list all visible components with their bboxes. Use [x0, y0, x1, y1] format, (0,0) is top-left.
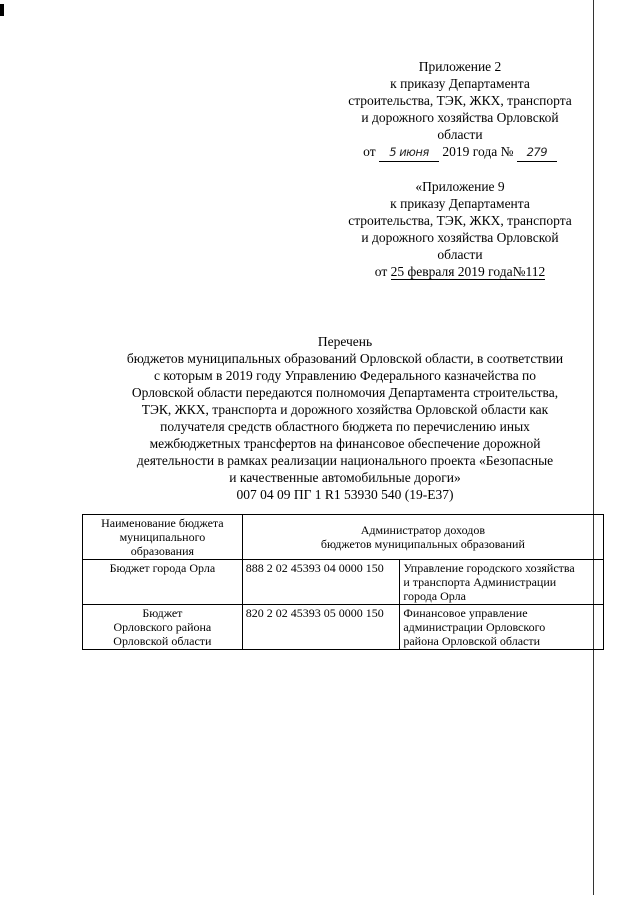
- handwritten-number: 279: [517, 144, 557, 162]
- cell-text: района Орловской области: [403, 634, 541, 648]
- header-text: Наименование бюджета: [101, 516, 224, 530]
- cell-text: Орловского района: [113, 620, 212, 634]
- cell-text: и транспорта Администрации: [403, 575, 557, 589]
- scan-margin-line: [593, 0, 594, 895]
- title-line: с которым в 2019 году Управлению Федерального казначейства по: [153, 368, 537, 383]
- header-text: образования: [130, 544, 195, 558]
- appendix-line: области: [437, 247, 483, 262]
- cell-text: города Орла: [403, 589, 466, 603]
- title-line: получателя средств областного бюджета по перечислению иных: [160, 419, 530, 434]
- header-budget-name: [83, 515, 243, 560]
- appendix-line: и дорожного хозяйства Орловской: [361, 230, 559, 245]
- table-header-row: [83, 515, 604, 560]
- header-text: муниципального: [119, 530, 206, 544]
- date-prefix: от: [374, 264, 388, 279]
- title-line: межбюджетных трансфертов на финансовое обеспечение дорожной: [149, 436, 541, 451]
- cell-administrator: [400, 605, 604, 650]
- cell-administrator: [400, 560, 604, 605]
- date-text: 25 февраля 2019 года: [390, 264, 513, 279]
- table-row: [83, 560, 604, 605]
- title-line: ТЭК, ЖКХ, транспорта и дорожного хозяйства Орловской области как: [141, 402, 549, 417]
- handwritten-date: 5 июня: [379, 144, 439, 162]
- cell-text: Управление городского хозяйства: [403, 561, 575, 575]
- header-text: бюджетов муниципальных образований: [320, 537, 525, 551]
- cell-budget-name: [83, 560, 243, 605]
- appendix-date-line: [340, 143, 580, 162]
- appendix-9-header: [340, 178, 580, 280]
- scan-edge-mark: [0, 4, 4, 16]
- cell-text: Бюджет города Орла: [109, 561, 216, 575]
- appendix-line: строительства, ТЭК, ЖКХ, транспорта: [348, 93, 572, 108]
- appendix-2-header: [340, 58, 580, 162]
- appendix-line: к приказу Департамента: [390, 196, 530, 211]
- appendix-line: строительства, ТЭК, ЖКХ, транспорта: [348, 213, 572, 228]
- appendix-line: области: [437, 127, 483, 142]
- title-line: деятельности в рамках реализации национального проекта «Безопасные: [136, 453, 554, 468]
- appendix-line: и дорожного хозяйства Орловской: [361, 110, 559, 125]
- cell-kbk-code: 820 2 02 45393 05 0000 150: [242, 605, 400, 650]
- title-heading: Перечень: [317, 334, 373, 349]
- appendix-line: «Приложение 9: [415, 179, 505, 194]
- cell-text: администрации Орловского: [403, 620, 546, 634]
- budget-code: 007 04 09 ПГ 1 R1 53930 540 (19-Е37): [236, 487, 454, 502]
- cell-text: Бюджет: [142, 606, 183, 620]
- appendix-line: Приложение 2: [418, 59, 502, 74]
- title-line: бюджетов муниципальных образований Орловской области, в соответствии: [126, 351, 564, 366]
- date-prefix: от: [363, 144, 376, 159]
- header-revenue-admin: [242, 515, 603, 560]
- cell-text: Финансовое управление: [403, 606, 528, 620]
- document-title: [100, 333, 590, 503]
- title-line: и качественные автомобильные дороги»: [229, 470, 461, 485]
- cell-budget-name: [83, 605, 243, 650]
- table-row: [83, 605, 604, 650]
- order-number: №112: [512, 264, 546, 279]
- appendix-line: к приказу Департамента: [390, 76, 530, 91]
- date-suffix: 2019 года №: [442, 144, 514, 159]
- cell-text: Орловской области: [113, 634, 212, 648]
- budgets-table: [82, 514, 604, 650]
- cell-kbk-code: 888 2 02 45393 04 0000 150: [242, 560, 400, 605]
- title-line: Орловской области передаются полномочия Департамента строительства,: [131, 385, 559, 400]
- header-text: Администратор доходов: [360, 523, 485, 537]
- appendix-date-line: [340, 263, 580, 280]
